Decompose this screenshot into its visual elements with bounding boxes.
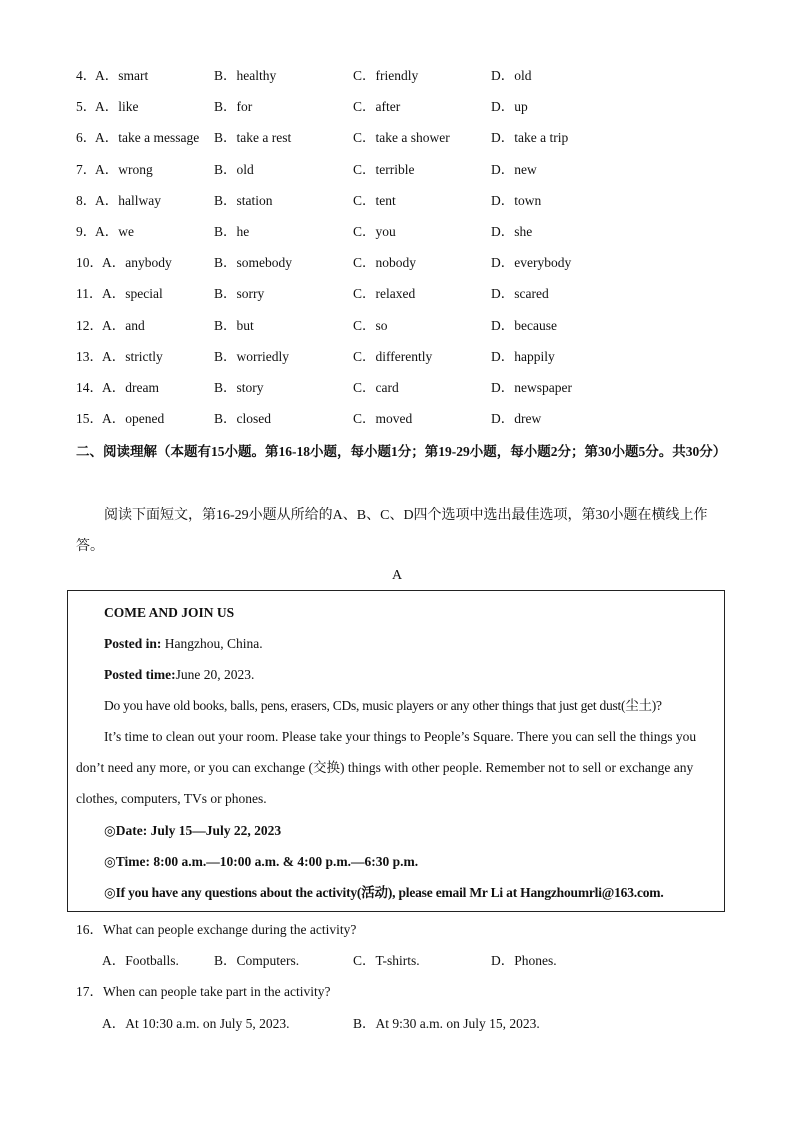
option-d: D．up — [491, 99, 528, 114]
question-number: 5． — [76, 99, 97, 114]
option-c: C．relaxed — [353, 286, 416, 301]
option-a: A．hallway — [95, 193, 161, 208]
option-d: D．happily — [491, 349, 555, 364]
option-b: B．Computers. — [214, 953, 300, 968]
option-d: D．new — [491, 162, 537, 177]
option-c: C．terrible — [353, 162, 415, 177]
posted-time-label: Posted time: — [104, 667, 176, 682]
question-number: 12． — [76, 318, 103, 333]
question-stem: 17．When can people take part in the activity? — [76, 984, 331, 999]
option-b: B．sorry — [214, 286, 265, 301]
option-a: A．special — [102, 286, 163, 301]
notice-time: ◎Time: 8:00 a.m.—10:00 a.m. & 4:00 p.m.—6:30 p.m. — [104, 854, 419, 869]
option-b: B．station — [214, 193, 273, 208]
notice-paragraph: It’s time to clean out your room. Please take your things to People’s Square. There you can sell the things you don’t need any more, or you can exchange (交换) things with other people. Remember not to sell or exchange any clothes, computers, TVs or phones. — [76, 729, 697, 806]
option-c: C．T-shirts. — [353, 953, 420, 968]
option-d: D．because — [491, 318, 557, 333]
option-b: B．old — [214, 162, 254, 177]
option-b: B．story — [214, 380, 264, 395]
section-heading: 二、阅读理解（本题有15小题。第16-18小题，每小题1分；第19-29小题，每小题2分；第30小题5分。共30分） — [76, 444, 727, 459]
notice-box — [67, 590, 725, 912]
option-c: C．moved — [353, 411, 413, 426]
question-number: 11． — [76, 286, 103, 301]
question-number: 15． — [76, 411, 103, 426]
question-number: 10． — [76, 255, 103, 270]
notice-question: Do you have old books, balls, pens, erasers, CDs, music players or any other things that just get dust(尘土)? — [104, 698, 662, 713]
question-number: 7． — [76, 162, 97, 177]
option-c: C．take a shower — [353, 130, 450, 145]
option-d: D．town — [491, 193, 542, 208]
option-d: D．newspaper — [491, 380, 572, 395]
posted-time-value: June 20, 2023. — [175, 667, 255, 682]
option-c: C．nobody — [353, 255, 417, 270]
option-c: C．card — [353, 380, 399, 395]
option-d: D．scared — [491, 286, 549, 301]
passage-label: A — [391, 568, 403, 583]
option-a: A．smart — [95, 68, 149, 83]
option-c: C．so — [353, 318, 388, 333]
option-a: A．we — [95, 224, 134, 239]
option-d: D．take a trip — [491, 130, 569, 145]
option-b: B．worriedly — [214, 349, 289, 364]
option-a: A．Footballs. — [102, 953, 179, 968]
notice-contact: ◎If you have any questions about the activity(活动), please email Mr Li at Hangzhoumrli@163.com. — [104, 885, 664, 900]
notice-title: COME AND JOIN US — [104, 605, 235, 620]
option-c: C．differently — [353, 349, 433, 364]
option-a: A．opened — [102, 411, 165, 426]
option-d: D．everybody — [491, 255, 572, 270]
question-stem: 16．What can people exchange during the activity? — [76, 922, 357, 937]
question-number: 13． — [76, 349, 103, 364]
option-b: B．At 9:30 a.m. on July 15, 2023. — [353, 1016, 540, 1031]
option-a: A．take a message — [95, 130, 200, 145]
option-a: A．strictly — [102, 349, 163, 364]
option-c: C．you — [353, 224, 396, 239]
option-b: B．take a rest — [214, 130, 292, 145]
option-b: B．healthy — [214, 68, 277, 83]
option-d: D．drew — [491, 411, 542, 426]
option-c: C．after — [353, 99, 401, 114]
posted-in-value: Hangzhou, China. — [161, 636, 263, 651]
option-b: B．he — [214, 224, 250, 239]
question-number: 8． — [76, 193, 97, 208]
question-number: 4． — [76, 68, 97, 83]
posted-in-line — [104, 634, 263, 654]
option-b: B．for — [214, 99, 253, 114]
option-a: A．anybody — [102, 255, 172, 270]
option-d: D．Phones. — [491, 953, 557, 968]
option-b: B．somebody — [214, 255, 293, 270]
posted-in-label: Posted in: — [104, 636, 162, 651]
notice-date: ◎Date: July 15—July 22, 2023 — [104, 823, 282, 838]
reading-instruction: 阅读下面短文，第16-29小题从所给的A、B、C、D四个选项中选出最佳选项，第30小题在横线上作答。 — [76, 508, 708, 554]
option-a: A．At 10:30 a.m. on July 5, 2023. — [102, 1016, 290, 1031]
option-c: C．friendly — [353, 68, 419, 83]
option-d: D．she — [491, 224, 533, 239]
option-a: A．like — [95, 99, 139, 114]
option-a: A．and — [102, 318, 145, 333]
option-c: C．tent — [353, 193, 396, 208]
option-a: A．wrong — [95, 162, 153, 177]
option-a: A．dream — [102, 380, 159, 395]
posted-time-line — [104, 665, 254, 685]
option-b: B．but — [214, 318, 254, 333]
question-number: 14． — [76, 380, 103, 395]
question-number: 9． — [76, 224, 97, 239]
question-number: 6． — [76, 130, 97, 145]
option-d: D．old — [491, 68, 532, 83]
option-b: B．closed — [214, 411, 271, 426]
